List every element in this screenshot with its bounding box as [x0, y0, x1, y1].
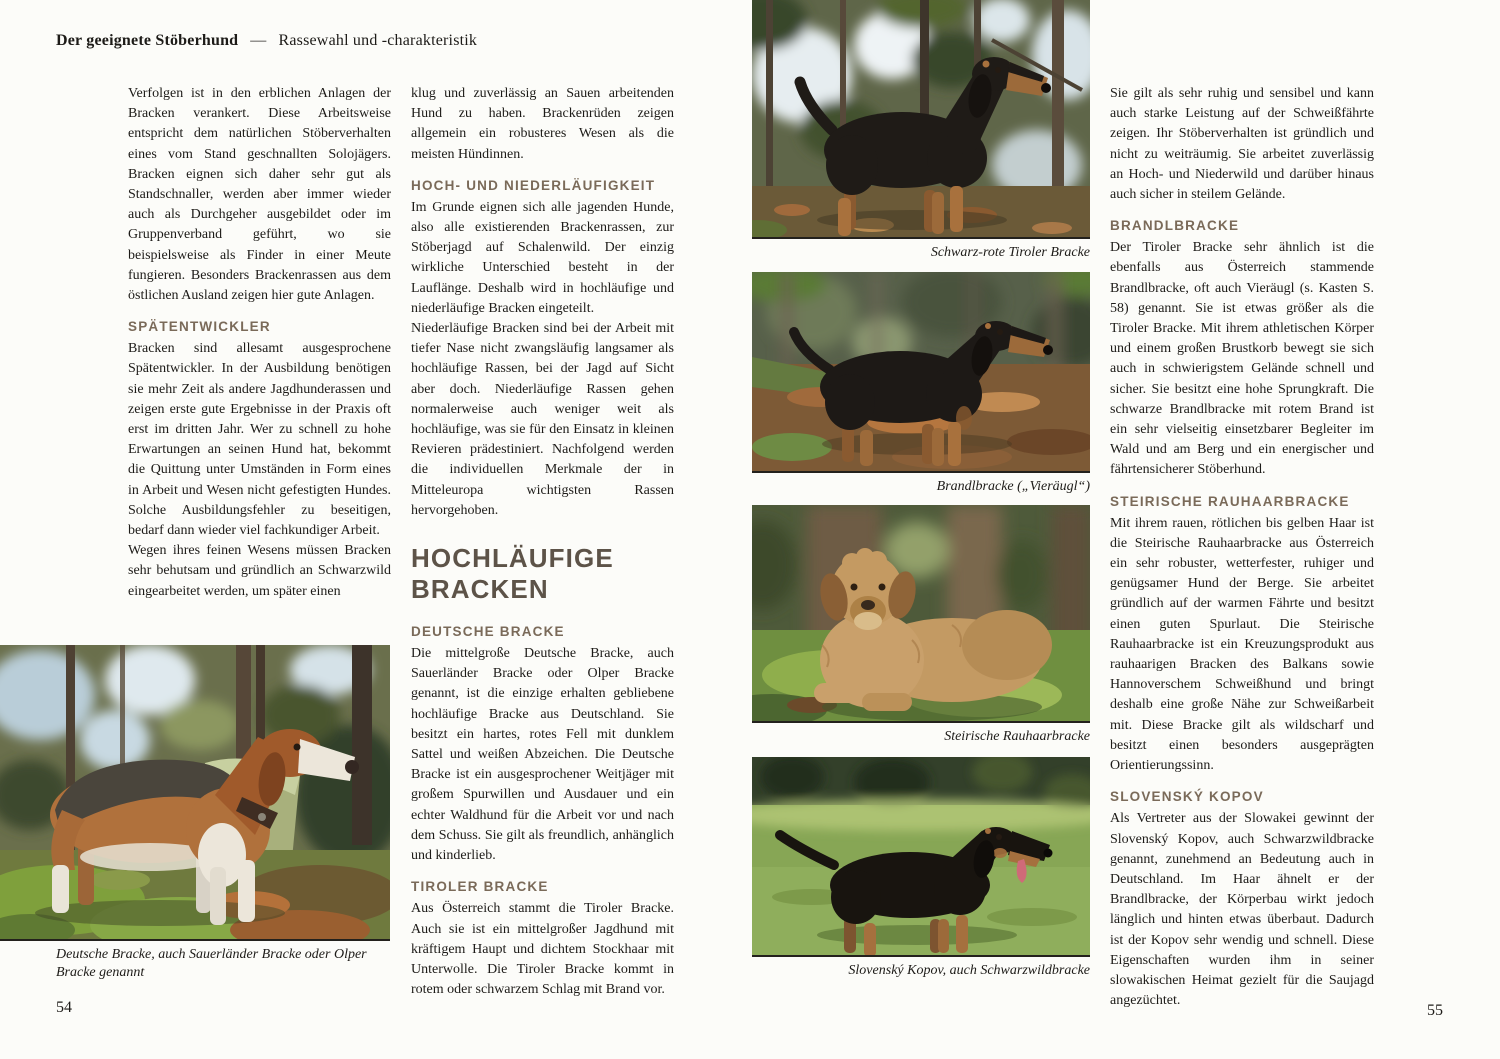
page-number-left: 54 — [56, 999, 72, 1016]
paragraph: Bracken sind allesamt ausgesprochene Spätentwickler. In der Ausbildung benötigen sie mehr Zeit als andere Jagdhunderassen und zeigen erste gute Ergebnisse in der Praxis oft erst im dritten Jahr. Wer zu schnell zu hohe Erwartungen an seinen Hund hat, bekommt die Quittung unter Umständen in Form eines in Arbeit und Wesen nicht gefestigten Hundes. Solche Ausbildungsfehler zu beseitigen, bedarf dann wieder viel fachkundiger Arbeit. — [128, 341, 391, 539]
photo-caption: Slovenský Kopov, auch Schwarzwildbracke — [752, 955, 1090, 980]
chapter-title: Der geeignete Stöberhund — [56, 32, 239, 49]
heading-steirische-rauhaarbracke: STEIRISCHE RAUHAARBRACKE — [1110, 493, 1350, 509]
photo-caption: Brandlbracke („Vieräugl“) — [752, 471, 1090, 496]
heading-laufigkeit: HOCH- UND NIEDERLÄUFIGKEIT — [411, 177, 656, 193]
heading-spaetentwickler: SPÄTENTWICKLER — [128, 319, 271, 335]
photo-caption: Schwarz-rote Tiroler Bracke — [752, 237, 1090, 262]
section-title: Rassewahl und -charakteristik — [278, 32, 478, 49]
paragraph: Die mittelgroße Deutsche Bracke, auch Sauerländer Bracke oder Olper Bracke genannt, ist die einzige erhalten gebliebene hochläufige Bracke aus Deutschland. Sie besitzt ein hartes, rotes Fell mit dunklem Sattel und weißen Abzeichen. Die Deutsche Bracke ist ein ausgesprochener Weitjäger mit großem Spurwillen und Ausdauer und ein echter Waldhund für die Arbeit vor und nach dem Schuss. Sie gilt als freundlich, anhänglich und kinderlieb. — [411, 646, 674, 864]
paragraph: Der Tiroler Bracke sehr ähnlich ist die ebenfalls aus Österreich stammende Brandlbracke, oft auch Vieräugl (s. Kasten S. 58) genannt. Sie ist etwas größer als die Tiroler Bracke. Mit ihrem athletischen Körper und einem großen Brustkorb bewegt sie sich auch in schwierigstem Gelände schnell und sicher. Sie besitzt eine hohe Sprungkraft. Die schwarze Brandlbracke mit rotem Brand ist ein sehr vielseitig einsetzbarer Begleiter im Wald und am Berg und ein energischer und fährtensicherer Stöberhund. — [1110, 240, 1374, 478]
heading-slovensky-kopov: SLOVENSKÝ KOPOV — [1110, 789, 1264, 805]
paragraph: Wegen ihres feinen Wesens müssen Bracken sehr behutsam und gründlich an Schwarzwild eingearbeitet werden, um später einen — [128, 543, 391, 599]
photo-deutsche-bracke — [0, 645, 390, 982]
paragraph: Im Grunde eignen sich alle jagenden Hunde, also alle existierenden Brackenrassen, zur Stöberjagd auf Schalenwild. Der einzig wirkliche Unterschied besteht in der Lauflänge. Deshalb wird in hochläufige und niederläufige Bracken eingeteilt. — [411, 199, 674, 316]
paragraph: klug und zuverlässig an Sauen arbeitenden Hund zu haben. Brackenrüden zeigen allgemein ein robusteres Wesen als die meisten Hündinnen. — [411, 86, 674, 162]
left-page-column-1 — [128, 84, 391, 602]
photo-caption: Steirische Rauhaarbracke — [752, 721, 1090, 746]
paragraph: Aus Österreich stammt die Tiroler Bracke. Auch sie ist ein mittelgroßer Jagdhund mit kräftigem Haupt und dichtem Stockhaar mit Unterwolle. Die Tiroler Bracke kommt in rotem oder schwarzem Schlag mit Brand vor. — [411, 901, 674, 998]
photo-schwarz-rote-tiroler-bracke — [752, 0, 1090, 262]
running-head — [56, 32, 477, 50]
paragraph: Sie gilt als sehr ruhig und sensibel und kann auch starke Leistung auf der Schweißfährte zeigen. Ihr Stöberverhalten ist gründlich und nicht zu weiträumig. Sie arbeitet zuverlässig an Hoch- und Niederwild und darüber hinaus auch sicher in steilem Gelände. — [1110, 86, 1374, 203]
page-number-right: 55 — [1427, 1002, 1443, 1019]
running-head-dash: — — [250, 32, 267, 49]
heading-tiroler-bracke: TIROLER BRACKE — [411, 879, 549, 895]
photo-brandlbracke — [752, 272, 1090, 496]
photo-caption: Deutsche Bracke, auch Sauerländer Bracke oder Olper Bracke genannt — [0, 939, 390, 982]
deutsche-bracke-photo-illustration — [0, 645, 390, 939]
heading-brandlbracke: BRANDLBRACKE — [1110, 218, 1240, 234]
brandlbracke-photo-illustration — [752, 272, 1090, 471]
heading-deutsche-bracke: DEUTSCHE BRACKE — [411, 624, 565, 640]
paragraph: Niederläufige Bracken sind bei der Arbeit mit tiefer Nase nicht zwangsläufig langsamer als hochläufige Rassen, bei der Jagd auf Sicht aber doch. Niederläufige Rassen gehen normalerweise auch weniger weit als hochläufige, was sie für den Einsatz in kleinen Revieren prädestiniert. Nachfolgend werden die individuellen Merkmale der in Mitteleuropa wichtigsten Rassen hervorgehoben. — [411, 321, 674, 518]
photo-steirische-rauhaarbracke — [752, 505, 1090, 746]
paragraph: Mit ihrem rauen, rötlichen bis gelben Haar ist die Steirische Rauhaarbracke aus Österreich ein sehr robuster, wetterfester, ruhiger und genügsamer Hund der Berge. Sie arbeitet gründlich auf der warmen Fährte und besitzt einen guten Spurlaut. Die Steirische Rauhaarbracke ist ein Kreuzungsprodukt aus rauhaarigen Bracken des Balkans sowie Hannoverschem Schweißhund und bringt deshalb eine große Nähe zur Schweißarbeit mit. Diese Bracke gilt als wildscharf und besitzt einen besonders ausgeprägten Orientierungssinn. — [1110, 515, 1374, 774]
paragraph: Als Vertreter aus der Slowakei gewinnt der Slovenský Kopov, auch Schwarzwildbracke genannt, zunehmend an Bedeutung auch in Deutschland. Im Haar ähnelt er der Brandlbracke, der Körperbau wirkt jedoch länglich und hinten etwas überbaut. Dadurch ist der Kopov sehr wendig und schnell. Diese Eigenschaften wurden ihm in seiner slowakischen Heimat gezielt für die Saujagd angezüchtet. — [1110, 811, 1374, 1009]
right-page-column — [1110, 84, 1374, 1011]
big-heading-hochlaeufige-bracken: HOCHLÄUFIGE BRACKEN — [411, 543, 614, 605]
paragraph: Verfolgen ist in den erblichen Anlagen der Bracken verankert. Diese Arbeitsweise entspricht dem natürlichen Stöberverhalten eines vom Stand geschnallten Solojägers. Bracken eignen sich daher sehr gut als Standschnaller, werden aber immer wieder auch als Durchgeher ausgebildet oder im Gruppenverband geführt, wo sie beispielsweise als Finder in einer Meute fungieren. Besonders Brackenrassen aus dem östlichen Ausland zeigen hier gute Anlagen. — [128, 86, 391, 304]
photo-slovensky-kopov — [752, 757, 1090, 980]
slovensky-kopov-photo-illustration — [752, 757, 1090, 955]
tiroler-bracke-photo-illustration — [752, 0, 1090, 237]
steirische-rauhaarbracke-photo-illustration — [752, 505, 1090, 721]
left-page-column-2 — [411, 84, 674, 1000]
